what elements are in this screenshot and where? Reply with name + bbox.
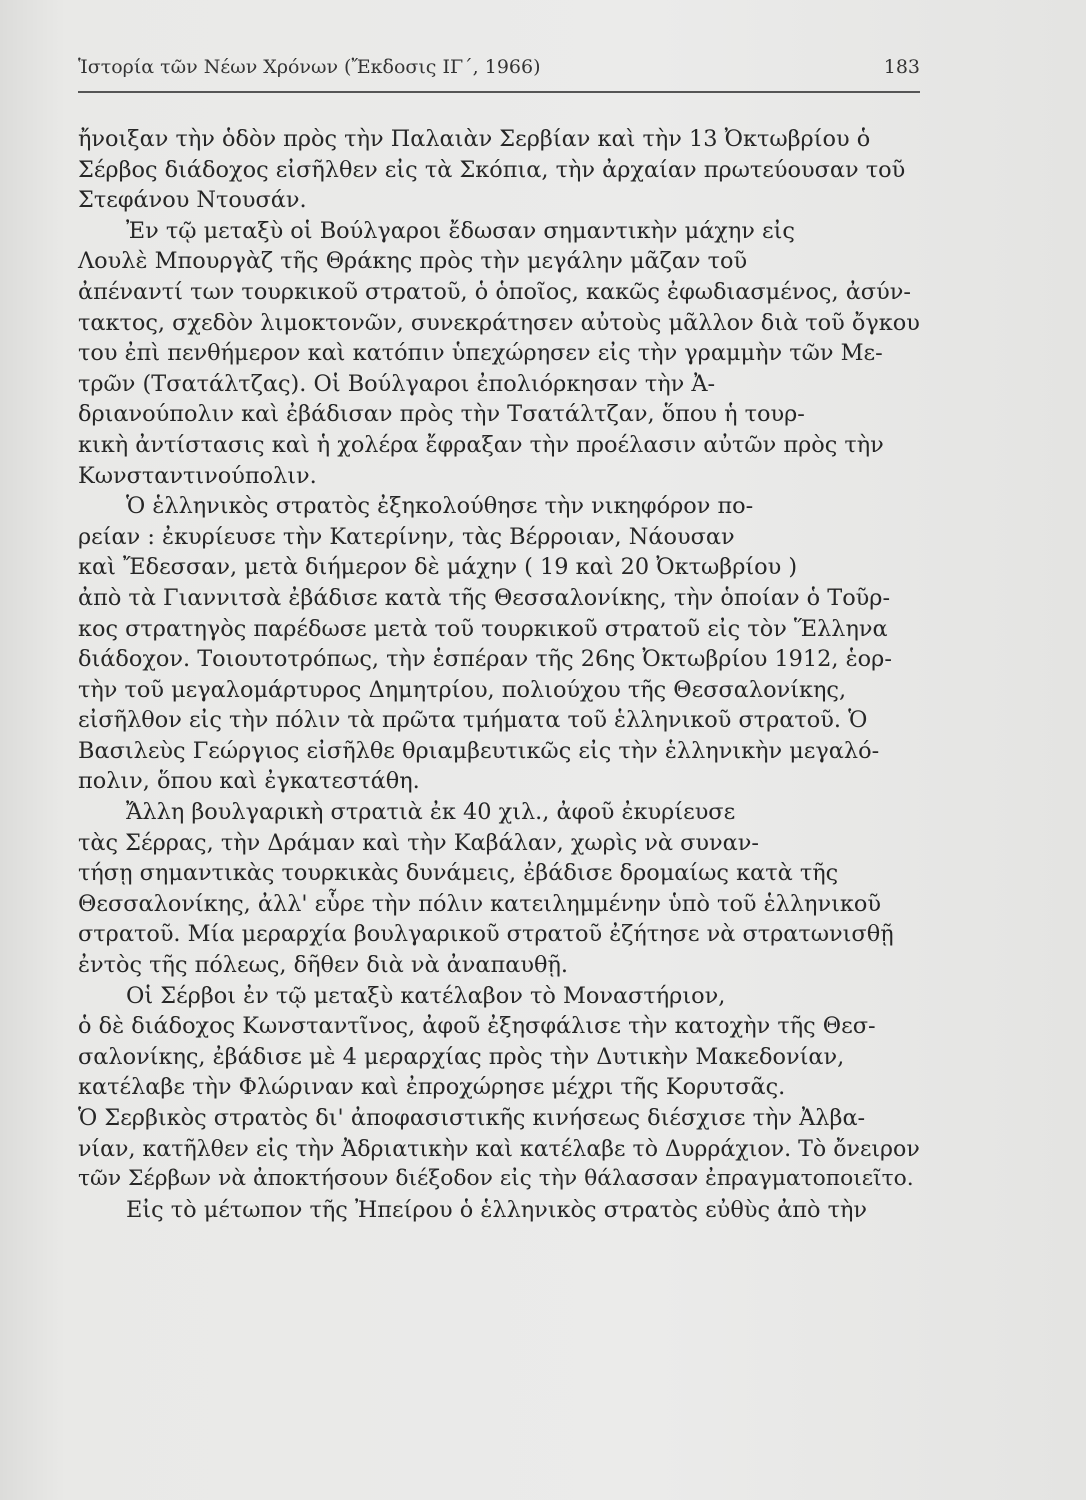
- text-line: Ἐν τῷ μεταξὺ οἱ Βούλγαροι ἔδωσαν σημαντικὴν μάχην εἰς: [126, 217, 795, 244]
- text-line: πολιν, ὅπου καὶ ἐγκατεστάθη.: [78, 768, 420, 795]
- text-line: ἐντὸς τῆς πόλεως, δῆθεν διὰ νὰ ἀναπαυθῇ.: [78, 952, 568, 979]
- text-line: ὁ δὲ διάδοχος Κωνσταντῖνος, ἀφοῦ ἐξησφάλισε τὴν κατοχὴν τῆς Θεσ-: [78, 1013, 876, 1040]
- running-head: [78, 56, 920, 78]
- text-line: Εἰς τὸ μέτωπον τῆς Ἠπείρου ὁ ἑλληνικὸς στρατὸς εὐθὺς ἀπὸ τὴν: [126, 1196, 867, 1223]
- text-line: τρῶν (Τσατάλτζας). Οἱ Βούλγαροι ἐπολιόρκησαν τὴν Ἀ-: [78, 370, 716, 397]
- text-line: σαλονίκης, ἐβάδισε μὲ 4 μεραρχίας πρὸς τὴν Δυτικὴν Μακεδονίαν,: [78, 1043, 845, 1070]
- text-line: Ὁ ἑλληνικὸς στρατὸς ἐξηκολούθησε τὴν νικηφόρον πο-: [126, 493, 754, 520]
- text-line: Ἄλλη βουλγαρικὴ στρατιὰ ἐκ 40 χιλ., ἀφοῦ ἐκυρίευσε: [126, 799, 736, 826]
- text-line: διάδοχον. Τοιουτοτρόπως, τὴν ἑσπέραν τῆς 26ης Ὀκτωβρίου 1912, ἑορ-: [78, 646, 892, 673]
- text-line: Σέρβος διάδοχος εἰσῆλθεν εἰς τὰ Σκόπια, τὴν ἀρχαίαν πρωτεύουσαν τοῦ: [78, 156, 906, 183]
- text-line: Οἱ Σέρβοι ἐν τῷ μεταξὺ κατέλαβον τὸ Μοναστήριον,: [126, 982, 726, 1009]
- text-line: τὴν τοῦ μεγαλομάρτυρος Δημητρίου, πολιούχου τῆς Θεσσαλονίκης,: [78, 676, 847, 703]
- text-line: κος στρατηγὸς παρέδωσε μετὰ τοῦ τουρκικοῦ στρατοῦ εἰς τὸν Ἕλληνα: [78, 615, 888, 642]
- book-title: Ἱστορία τῶν Νέων Χρόνων (Ἔκδοσις ΙΓ΄, 1966): [78, 56, 541, 78]
- text-line: ἤνοιξαν τὴν ὁδὸν πρὸς τὴν Παλαιὰν Σερβίαν καὶ τὴν 13 Ὀκτωβρίου ὁ: [78, 126, 871, 152]
- text-line: τὰς Σέρρας, τὴν Δράμαν καὶ τὴν Καβάλαν, χωρὶς νὰ συναν-: [78, 829, 759, 856]
- text-line: ἀπέναντί των τουρκικοῦ στρατοῦ, ὁ ὁποῖος, κακῶς ἐφωδιασμένος, ἀσύν-: [78, 278, 911, 305]
- text-line: τακτος, σχεδὸν λιμοκτονῶν, συνεκράτησεν αὐτοὺς μᾶλλον διὰ τοῦ ὄγκου: [78, 309, 920, 336]
- text-line: Ὁ Σερβικὸς στρατὸς δι' ἀποφασιστικῆς κινήσεως διέσχισε τὴν Ἀλβα-: [78, 1105, 866, 1131]
- text-line: στρατοῦ. Μία μεραρχία βουλγαρικοῦ στρατοῦ ἐζήτησε νὰ στρατωνισθῇ: [78, 921, 894, 948]
- text-line: Βασιλεὺς Γεώργιος εἰσῆλθε θριαμβευτικῶς εἰς τὴν ἑλληνικὴν μεγαλό-: [78, 737, 880, 764]
- body-text: [78, 124, 920, 1225]
- text-line: καὶ Ἔδεσσαν, μετὰ διήμερον δὲ μάχην ( 19 καὶ 20 Ὀκτωβρίου ): [78, 554, 798, 581]
- page-number: 183: [883, 56, 920, 78]
- text-line: του ἐπὶ πενθήμερον καὶ κατόπιν ὑπεχώρησεν εἰς τὴν γραμμὴν τῶν Με-: [78, 340, 883, 367]
- text-line: εἰσῆλθον εἰς τὴν πόλιν τὰ πρῶτα τμήματα τοῦ ἑλληνικοῦ στρατοῦ. Ὁ: [78, 707, 868, 734]
- text-line: Θεσσαλονίκης, ἀλλ' εὗρε τὴν πόλιν κατειλημμένην ὑπὸ τοῦ ἑλληνικοῦ: [78, 890, 881, 917]
- text-line: τῶν Σέρβων νὰ ἀποκτήσουν διέξοδον εἰς τὴν θάλασσαν ἐπραγματοποιεῖτο.: [78, 1166, 914, 1192]
- text-line: Κωνσταντινούπολιν.: [78, 462, 317, 489]
- text-line: Λουλὲ Μπουργὰζ τῆς Θράκης πρὸς τὴν μεγάλην μᾶζαν τοῦ: [78, 248, 748, 275]
- text-line: κικὴ ἀντίστασις καὶ ἡ χολέρα ἔφραξαν τὴν προέλασιν αὐτῶν πρὸς τὴν: [78, 431, 884, 458]
- text-line: τήσῃ σημαντικὰς τουρκικὰς δυνάμεις, ἐβάδισε δρομαίως κατὰ τῆς: [78, 860, 839, 887]
- text-line: ρείαν : ἐκυρίευσε τὴν Κατερίνην, τὰς Βέρροιαν, Νάουσαν: [78, 523, 735, 550]
- text-line: ἀπὸ τὰ Γιαννιτσὰ ἐβάδισε κατὰ τῆς Θεσσαλονίκης, τὴν ὁποίαν ὁ Τοῦρ-: [78, 584, 891, 611]
- text-line: δριανούπολιν καὶ ἐβάδισαν πρὸς τὴν Τσατάλτζαν, ὅπου ἡ τουρ-: [78, 401, 805, 428]
- text-line: Στεφάνου Ντουσάν.: [78, 187, 307, 214]
- text-line: νίαν, κατῆλθεν εἰς τὴν Ἀδριατικὴν καὶ κατέλαβε τὸ Δυρράχιον. Τὸ ὄνειρον: [78, 1135, 920, 1162]
- header-rule: [78, 91, 920, 93]
- text-line: κατέλαβε τὴν Φλώριναν καὶ ἐπροχώρησε μέχρι τῆς Κορυτσᾶς.: [78, 1074, 786, 1101]
